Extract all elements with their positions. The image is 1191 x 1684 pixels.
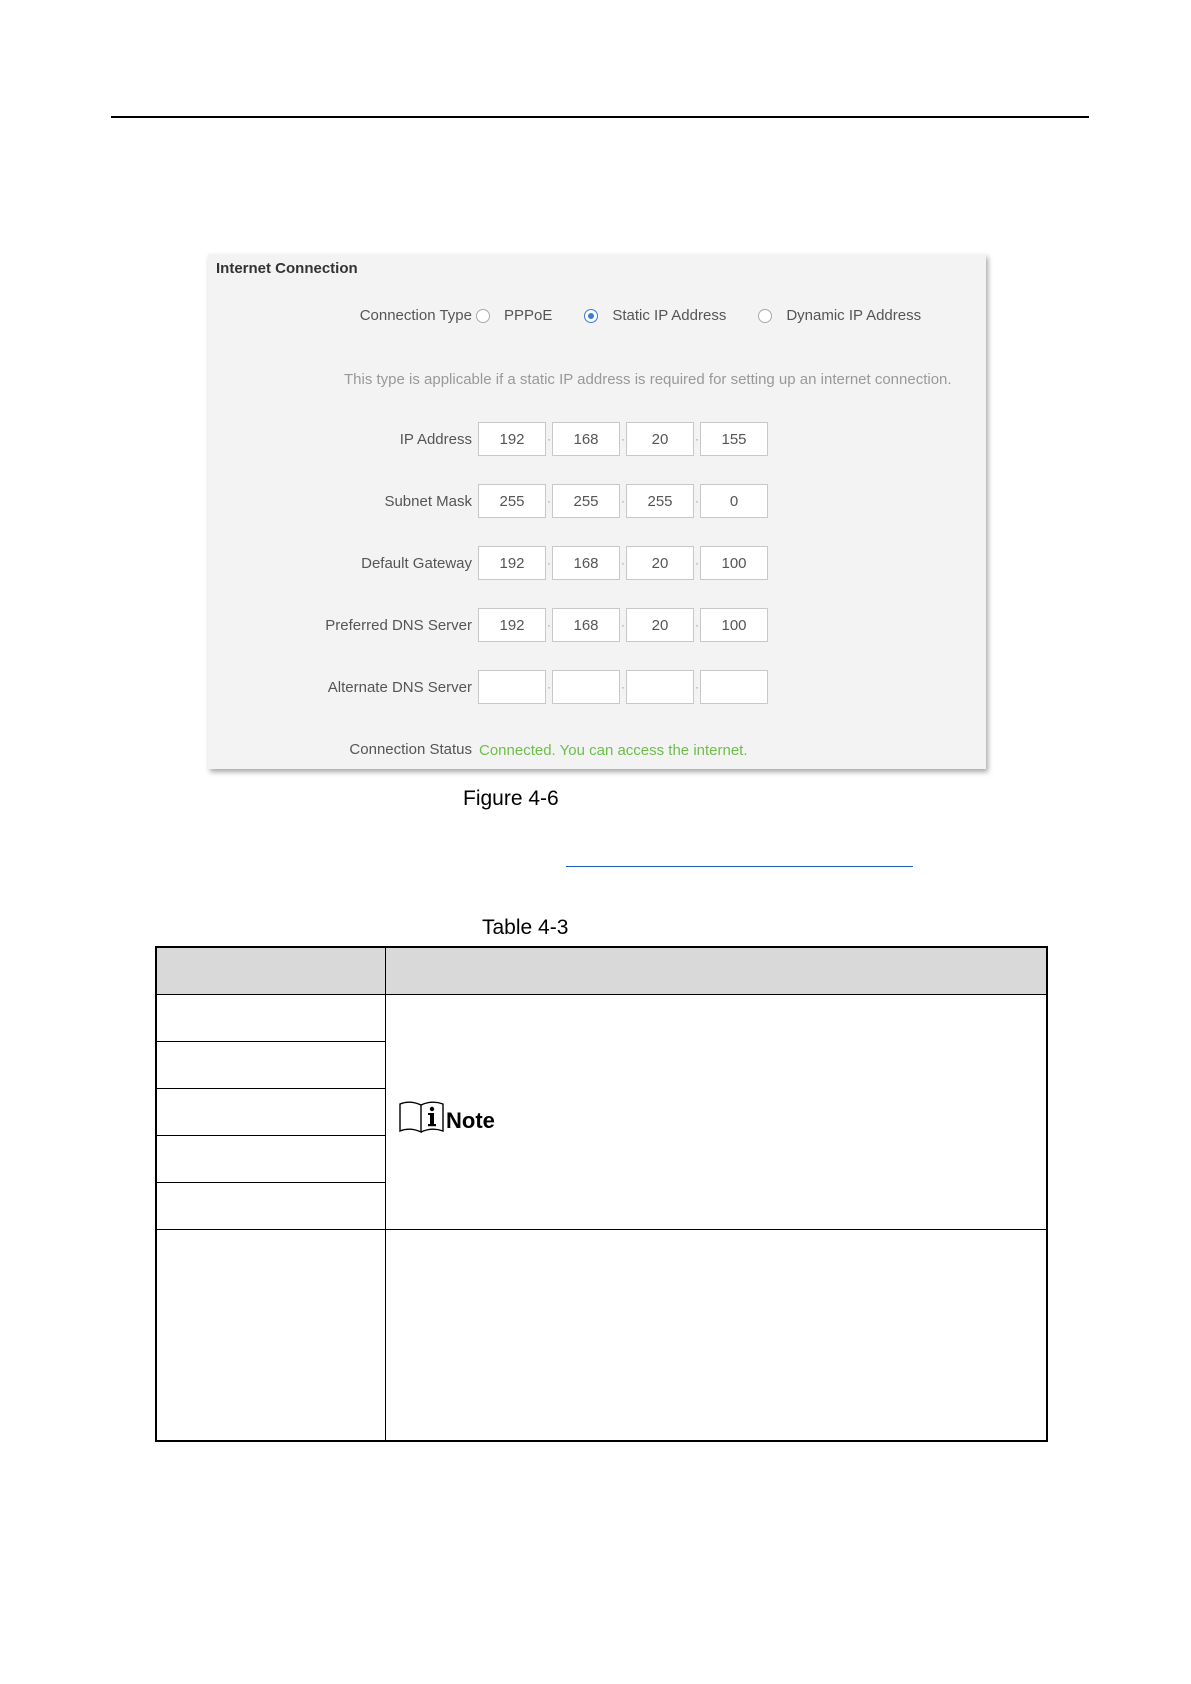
alternate-dns-octet-2[interactable] <box>552 670 620 704</box>
octet-separator: · <box>621 618 625 632</box>
octet-separator: · <box>547 680 551 694</box>
preferred-dns-octet-3[interactable] <box>626 608 694 642</box>
table-cell <box>386 1230 1048 1442</box>
default-gateway-label: Default Gateway <box>361 555 472 572</box>
table-header-cell <box>386 947 1048 995</box>
connection-type-radio-group <box>476 307 921 324</box>
octet-separator: · <box>547 432 551 446</box>
octet-separator: · <box>621 494 625 508</box>
octet-separator: · <box>547 494 551 508</box>
octet-separator: · <box>621 680 625 694</box>
table-cell <box>156 1089 386 1136</box>
connection-status-label: Connection Status <box>349 741 472 758</box>
radio-dynamic-ip-circle[interactable] <box>758 309 772 323</box>
ip-address-octet-4[interactable] <box>700 422 768 456</box>
ip-address-label: IP Address <box>399 431 472 448</box>
radio-dynamic-ip[interactable] <box>758 307 921 324</box>
connection-type-label: Connection Type <box>359 307 472 324</box>
radio-pppoe-label: PPPoE <box>504 307 553 324</box>
preferred-dns-octet-2[interactable] <box>552 608 620 642</box>
alternate-dns-octet-4[interactable] <box>700 670 768 704</box>
default-gateway-octet-1[interactable] <box>478 546 546 580</box>
radio-dynamic-ip-label: Dynamic IP Address <box>786 307 922 324</box>
octet-separator: · <box>621 556 625 570</box>
figure-caption: Figure 4-6 <box>463 787 559 810</box>
radio-static-ip-label: Static IP Address <box>612 307 727 324</box>
note-callout <box>398 1098 1046 1134</box>
subnet-mask-octet-1[interactable] <box>478 484 546 518</box>
connection-type-hint: This type is applicable if a static IP address is required for setting up an internet connection. <box>344 371 952 388</box>
ip-address-octet-2[interactable] <box>552 422 620 456</box>
panel-title: Internet Connection <box>216 260 358 277</box>
octet-separator: · <box>695 618 699 632</box>
ip-address-octet-1[interactable] <box>478 422 546 456</box>
radio-pppoe-circle[interactable] <box>476 309 490 323</box>
subnet-mask-label: Subnet Mask <box>384 493 472 510</box>
alternate-dns-octet-1[interactable] <box>478 670 546 704</box>
alternate-dns-field <box>478 670 768 704</box>
header-rule <box>111 116 1089 118</box>
octet-separator: · <box>695 556 699 570</box>
table-cell-merged <box>386 995 1048 1230</box>
preferred-dns-label: Preferred DNS Server <box>325 617 472 634</box>
preferred-dns-field <box>478 608 768 642</box>
table-header-cell <box>156 947 386 995</box>
table-header-row <box>156 947 1047 995</box>
table-row <box>156 995 1047 1042</box>
radio-static-ip-circle[interactable] <box>584 309 598 323</box>
table-cell <box>156 995 386 1042</box>
radio-static-ip[interactable] <box>584 307 726 324</box>
octet-separator: · <box>547 618 551 632</box>
subnet-mask-octet-3[interactable] <box>626 484 694 518</box>
preferred-dns-octet-4[interactable] <box>700 608 768 642</box>
table-cell <box>156 1136 386 1183</box>
subnet-mask-octet-2[interactable] <box>552 484 620 518</box>
octet-separator: · <box>695 680 699 694</box>
octet-separator: · <box>695 494 699 508</box>
octet-separator: · <box>695 432 699 446</box>
table-cell <box>156 1042 386 1089</box>
table-caption: Table 4-3 <box>482 916 569 939</box>
octet-separator: · <box>621 432 625 446</box>
default-gateway-octet-3[interactable] <box>626 546 694 580</box>
alternate-dns-label: Alternate DNS Server <box>327 679 472 696</box>
connection-status-text: Connected. You can access the internet. <box>479 742 748 759</box>
internet-connection-panel <box>208 254 986 769</box>
ip-address-field <box>478 422 768 456</box>
octet-separator: · <box>547 556 551 570</box>
ip-address-octet-3[interactable] <box>626 422 694 456</box>
subnet-mask-octet-4[interactable] <box>700 484 768 518</box>
default-gateway-field <box>478 546 768 580</box>
radio-pppoe[interactable] <box>476 307 552 324</box>
default-gateway-octet-2[interactable] <box>552 546 620 580</box>
table-cell <box>156 1183 386 1230</box>
table-cell <box>156 1230 386 1442</box>
alternate-dns-octet-3[interactable] <box>626 670 694 704</box>
hyperlink-underline[interactable] <box>566 866 913 867</box>
default-gateway-octet-4[interactable] <box>700 546 768 580</box>
subnet-mask-field <box>478 484 768 518</box>
table-row <box>156 1230 1047 1442</box>
note-label: Note <box>446 1108 495 1133</box>
parameter-table <box>155 946 1048 1442</box>
preferred-dns-octet-1[interactable] <box>478 608 546 642</box>
info-book-icon <box>398 1098 446 1134</box>
